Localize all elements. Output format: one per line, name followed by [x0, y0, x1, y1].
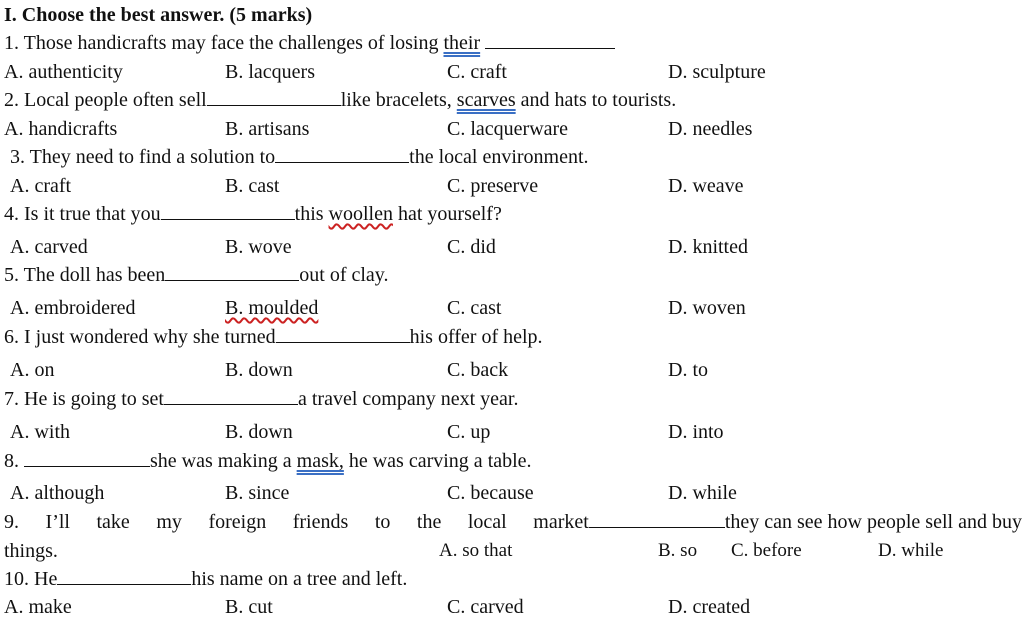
option-c: C. up	[447, 421, 491, 443]
option-b: B. so	[658, 540, 698, 561]
question-text-end: the local environment.	[409, 146, 589, 168]
option-d: D. sculpture	[668, 61, 766, 83]
question-number: 8.	[4, 450, 19, 472]
option-b: B. since	[225, 482, 290, 504]
question-text: He	[34, 568, 58, 590]
option-d: D. needles	[668, 118, 753, 140]
word: local	[467, 511, 507, 533]
question-text-end: out of clay.	[299, 264, 389, 286]
question-text-end: hat yourself?	[392, 203, 502, 225]
answer-blank	[207, 88, 341, 106]
question-text: He is going to set	[24, 388, 164, 410]
word: I’ll	[45, 511, 70, 533]
option-a: A. handicrafts	[4, 118, 118, 140]
option-d: D. while	[878, 540, 944, 561]
question-10	[4, 567, 407, 591]
option-d: D. into	[668, 421, 724, 443]
question-text: Is it true that you	[24, 203, 161, 225]
question-text-end: he was carving a table.	[343, 450, 532, 472]
answer-blank	[276, 325, 410, 343]
question-text: I just wondered why she turned	[24, 326, 276, 348]
question-2	[4, 88, 676, 112]
answer-blank	[275, 145, 409, 163]
question-text: Those handicrafts may face the challenges of losing	[23, 32, 444, 54]
option-c: C. back	[447, 359, 509, 381]
option-d: D. knitted	[668, 236, 748, 258]
option-b: B. cut	[225, 596, 273, 618]
option-c: C. preserve	[447, 175, 539, 197]
answer-blank	[57, 567, 191, 585]
answer-blank	[165, 263, 299, 281]
question-text: They need to find a solution to	[29, 146, 276, 168]
word: friends	[292, 511, 349, 533]
question-text-mid: this	[294, 203, 329, 225]
question-4	[4, 202, 502, 226]
answer-blank	[589, 510, 725, 528]
option-c: C. craft	[447, 61, 507, 83]
underlined-word: woollen	[328, 203, 393, 225]
option-d: D. while	[668, 482, 737, 504]
question-text-end: his offer of help.	[409, 326, 543, 348]
option-a: A. authenticity	[4, 61, 123, 83]
question-text	[533, 510, 1022, 534]
section-heading: I. Choose the best answer. (5 marks)	[4, 4, 313, 26]
question-text-end: they can see how people sell and buy	[724, 511, 1022, 533]
option-d: D. to	[668, 359, 708, 381]
answer-blank	[161, 202, 295, 220]
word: to	[374, 511, 391, 533]
question-8	[4, 449, 532, 473]
option-a: A. carved	[10, 236, 88, 258]
underlined-word: mask,	[296, 450, 344, 472]
question-number: 5.	[4, 264, 19, 286]
option-a: A. make	[4, 596, 72, 618]
answer-blank	[24, 449, 150, 467]
option-c: C. cast	[447, 297, 502, 319]
option-a: A. although	[10, 482, 105, 504]
option-b: B. moulded	[225, 297, 319, 319]
underlined-word: their	[443, 32, 481, 54]
option-c: C. because	[447, 482, 534, 504]
answer-blank	[164, 387, 298, 405]
question-text-end: a travel company next year.	[298, 388, 519, 410]
question-number: 9.	[4, 511, 19, 533]
option-b: B. down	[225, 421, 293, 443]
question-5	[4, 263, 389, 287]
option-d: D. created	[668, 596, 751, 618]
option-b: B. down	[225, 359, 293, 381]
option-d: D. woven	[668, 297, 746, 319]
question-7	[4, 387, 518, 411]
option-b: B. lacquers	[225, 61, 315, 83]
word: foreign	[208, 511, 267, 533]
question-text: The doll has been	[23, 264, 166, 286]
question-text-end: his name on a tree and left.	[191, 568, 408, 590]
question-number: 3.	[10, 146, 25, 168]
word: take	[96, 511, 130, 533]
option-c: C. carved	[447, 596, 524, 618]
option-a: A. craft	[10, 175, 72, 197]
word: my	[156, 511, 182, 533]
question-9	[4, 510, 1022, 534]
question-text-mid: she was making a	[150, 450, 297, 472]
option-d: D. weave	[668, 175, 744, 197]
answer-blank	[485, 31, 615, 49]
question-9-continued: things.	[4, 540, 58, 562]
option-c: C. lacquerware	[447, 118, 569, 140]
question-number: 10.	[4, 568, 29, 590]
question-1	[4, 31, 615, 55]
question-text: Local people often sell	[24, 89, 207, 111]
word: the	[416, 511, 442, 533]
question-6	[4, 325, 543, 349]
question-3	[10, 145, 589, 169]
option-c: C. before	[731, 540, 802, 561]
option-c: C. did	[447, 236, 496, 258]
option-b: B. artisans	[225, 118, 310, 140]
question-number: 6.	[4, 326, 19, 348]
option-b: B. wove	[225, 236, 292, 258]
question-text-mid: like bracelets,	[340, 89, 457, 111]
question-text-end: and hats to tourists.	[515, 89, 677, 111]
word: market	[533, 511, 589, 533]
question-number: 7.	[4, 388, 19, 410]
underlined-word: scarves	[456, 89, 516, 111]
question-number: 1.	[4, 32, 19, 54]
option-b: B. cast	[225, 175, 280, 197]
option-a: A. on	[10, 359, 55, 381]
question-number: 2.	[4, 89, 19, 111]
option-a: A. embroidered	[10, 297, 136, 319]
option-a: A. with	[10, 421, 70, 443]
option-a: A. so that	[439, 540, 513, 561]
question-number: 4.	[4, 203, 19, 225]
